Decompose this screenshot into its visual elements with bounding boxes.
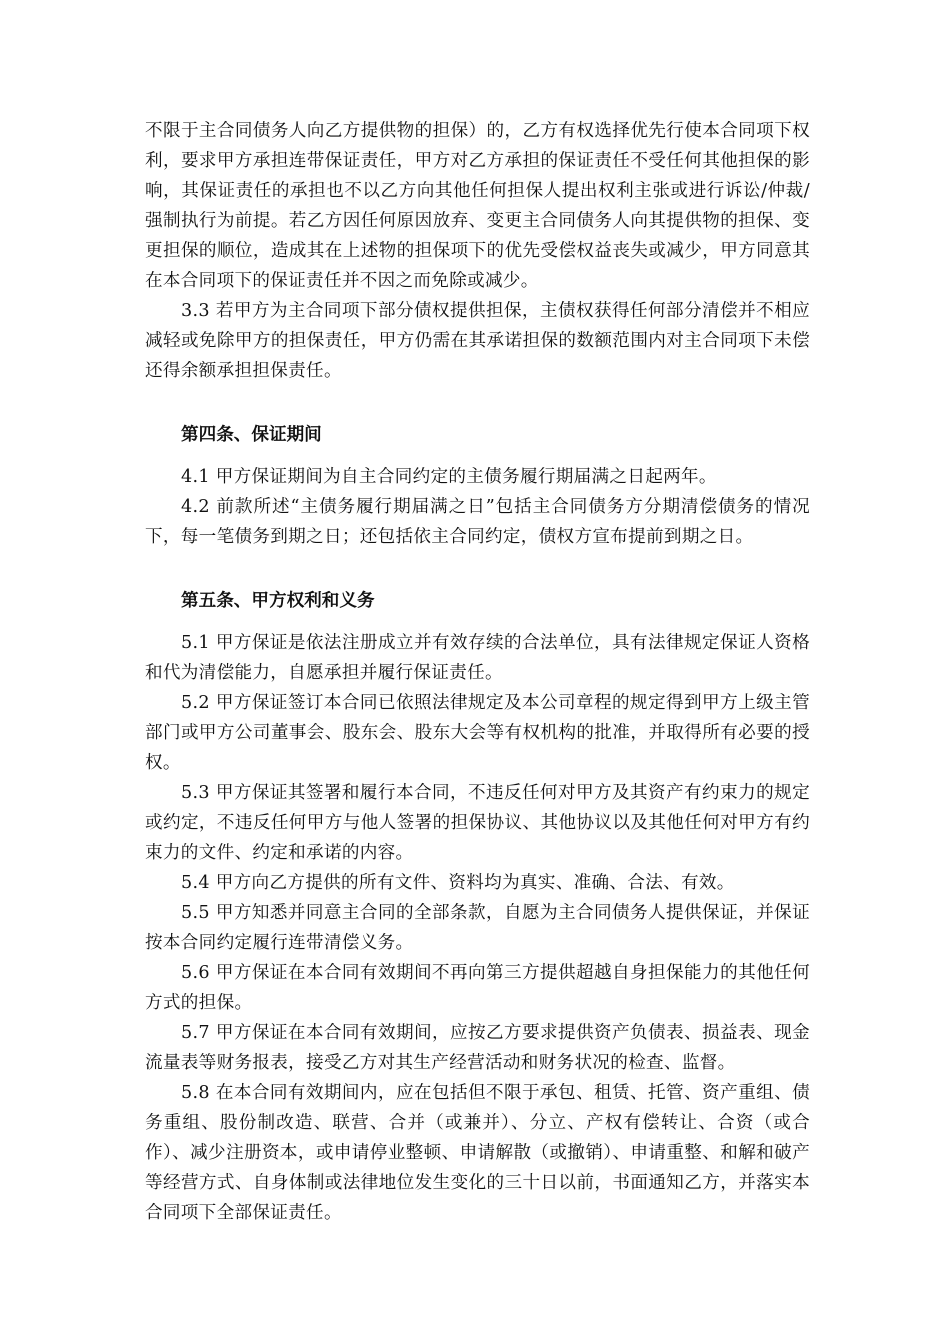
clause-3-3: 3.3 若甲方为主合同项下部分债权提供担保，主债权获得任何部分清偿并不相应减轻或免除甲方的担保责任，甲方仍需在其承诺担保的数额范围内对主合同项下未偿还得余额承担担保责任。 bbox=[145, 301, 810, 381]
clause-5-2: 5.2 甲方保证签订本合同已依照法律规定及本公司章程的规定得到甲方上级主管部门或甲方公司董事会、股东会、股东大会等有权机构的批准，并取得所有必要的授权。 bbox=[145, 693, 810, 773]
clause-5-3: 5.3 甲方保证其签署和履行本合同，不违反任何对甲方及其资产有约束力的规定或约定，不违反任何甲方与他人签署的担保协议、其他协议以及其他任何对甲方有约束力的文件、约定和承诺的内容。 bbox=[145, 783, 810, 863]
contract-body bbox=[145, 116, 810, 1228]
article-5-heading: 第五条、甲方权利和义务 bbox=[181, 591, 375, 611]
section-spacer bbox=[145, 386, 810, 420]
clause-5-6: 5.6 甲方保证在本合同有效期间不再向第三方提供超越自身担保能力的其他任何方式的担保。 bbox=[145, 963, 810, 1013]
clause-4-2: 4.2 前款所述“主债务履行期届满之日”包括主合同债务方分期清偿债务的情况下，每一笔债务到期之日；还包括依主合同约定，债权方宣布提前到期之日。 bbox=[145, 497, 810, 547]
continuation-paragraph: 不限于主合同债务人向乙方提供物的担保）的，乙方有权选择优先行使本合同项下权利，要求甲方承担连带保证责任，甲方对乙方承担的保证责任不受任何其他担保的影响，其保证责任的承担也不以乙方向其他任何担保人提出权利主张或进行诉讼/仲裁/强制执行为前提。若乙方因任何原因放弃、变更主合同债务人向其提供物的担保、变更担保的顺位，造成其在上述物的担保项下的优先受偿权益丧失或减少，甲方同意其在本合同项下的保证责任并不因之而免除或减少。 bbox=[145, 121, 810, 291]
clause-5-7: 5.7 甲方保证在本合同有效期间，应按乙方要求提供资产负债表、损益表、现金流量表等财务报表，接受乙方对其生产经营活动和财务状况的检查、监督。 bbox=[145, 1023, 810, 1073]
clause-5-4: 5.4 甲方向乙方提供的所有文件、资料均为真实、准确、合法、有效。 bbox=[181, 873, 735, 893]
clause-5-1: 5.1 甲方保证是依法注册成立并有效存续的合法单位，具有法律规定保证人资格和代为清偿能力，自愿承担并履行保证责任。 bbox=[145, 633, 810, 683]
article-4-heading: 第四条、保证期间 bbox=[181, 425, 322, 445]
section-spacer bbox=[145, 616, 810, 628]
section-spacer bbox=[145, 552, 810, 586]
clause-5-5: 5.5 甲方知悉并同意主合同的全部条款，自愿为主合同债务人提供保证，并保证按本合同约定履行连带清偿义务。 bbox=[145, 903, 810, 953]
section-spacer bbox=[145, 450, 810, 462]
clause-4-1: 4.1 甲方保证期间为自主合同约定的主债务履行期届满之日起两年。 bbox=[181, 467, 717, 487]
clause-5-8: 5.8 在本合同有效期间内，应在包括但不限于承包、租赁、托管、资产重组、债务重组、股份制改造、联营、合并（或兼并）、分立、产权有偿转让、合资（或合作）、减少注册资本，或申请停业整顿、申请解散（或撤销）、申请重整、和解和破产等经营方式、自身体制或法律地位发生变化的三十日以前，书面通知乙方，并落实本合同项下全部保证责任。 bbox=[145, 1083, 810, 1223]
